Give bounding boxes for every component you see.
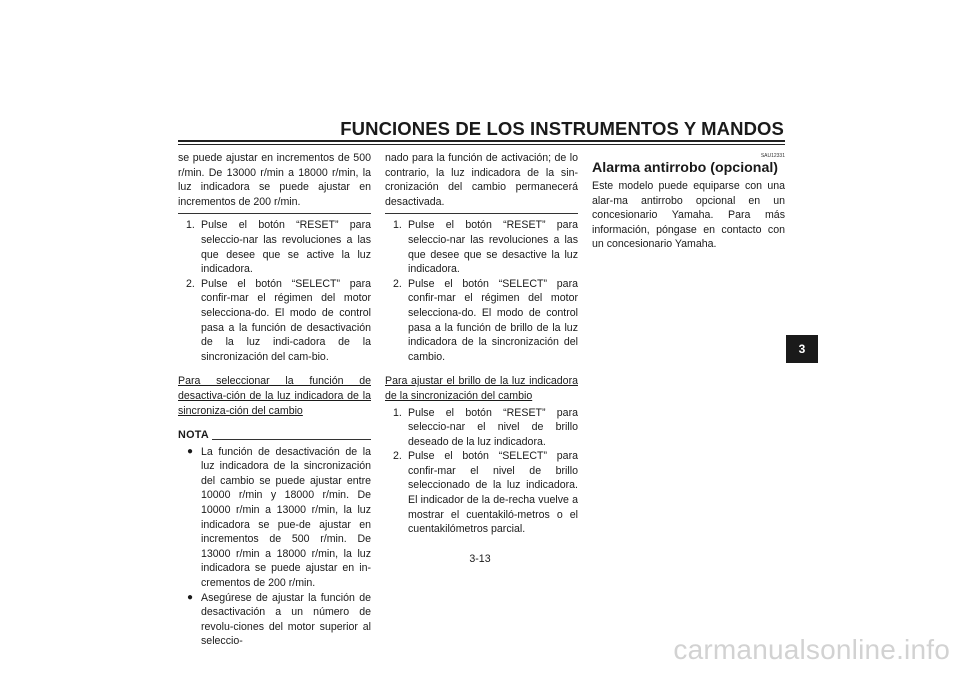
text-column-2 [385, 151, 578, 537]
step-text: Pulse el botón “SELECT” para confir-mar el nivel de brillo seleccionado de la luz indicadora. El indicador de la de-recha vuelve a mostrar el cuentakiló-metros o el cuentakilómetros parcial. [408, 450, 578, 536]
step-text: Pulse el botón “RESET” para seleccio-nar las revoluciones a las que desee que se desactive la luz indicadora. [408, 219, 578, 276]
step-number: 2. [393, 277, 402, 290]
step-text: Pulse el botón “RESET” para seleccio-nar las revoluciones a las que desee que se active la luz indicadora. [201, 219, 371, 276]
subheading: Para ajustar el brillo de la luz indicadora de la sincronización del cambio [385, 375, 578, 402]
chapter-tab: 3 [786, 335, 818, 363]
list-item [178, 218, 371, 276]
paragraph-body: Este modelo puede equiparse con una alar-ma antirrobo opcional en un concesionario Yamaha. Para más información, póngase en contacto con un concesionario Yamaha. [592, 180, 785, 251]
section-rule [178, 213, 371, 214]
section-code: SAU12331 [760, 153, 785, 159]
text-column-1 [178, 151, 371, 649]
note-rule [212, 439, 371, 440]
step-text: Pulse el botón “SELECT” para confir-mar el régimen del motor selecciona-do. El modo de control pasa a la función de brillo de la luz indicadora de la sincronización del cambio. [408, 277, 578, 363]
page-title: FUNCIONES DE LOS INSTRUMENTOS Y MANDOS [340, 118, 784, 139]
step-text: Pulse el botón “RESET” para seleccio-nar el nivel de brillo deseado de la luz indicadora. [408, 406, 578, 448]
note-label: NOTA [178, 429, 209, 442]
step-number: 2. [393, 450, 402, 463]
steps-list [385, 218, 578, 364]
step-number: 1. [393, 219, 402, 232]
subheading: Para seleccionar la función de desactiva-ción de la luz indicadora de la sincroniza-ción del cambio [178, 375, 371, 417]
list-item [178, 277, 371, 365]
watermark: carmanualsonline.info [673, 634, 950, 665]
steps-list [178, 218, 371, 364]
bullet-icon: ● [187, 591, 194, 603]
step-number: 2. [186, 277, 195, 290]
note-header [178, 428, 371, 443]
bullet-text: Asegúrese de ajustar la función de desactivación a un número de revolu-ciones del motor superior al seleccio- [201, 591, 371, 648]
step-text: Pulse el botón “SELECT” para confir-mar el régimen del motor selecciona-do. El modo de control pasa a la función de desactivación de la luz indi-cadora de la sincronización del cam-bio. [201, 277, 371, 363]
paragraph-intro: nado para la función de activación; de lo contrario, la luz indicadora de la sin-cronización del cambio permanecerá desactivada. [385, 152, 578, 208]
list-item [385, 218, 578, 276]
list-item [385, 277, 578, 365]
steps-list-brightness [385, 406, 578, 537]
list-item [178, 445, 371, 591]
page-number: 3-13 [469, 553, 491, 565]
step-number: 1. [186, 219, 195, 232]
note-bullets [178, 445, 371, 649]
list-item [178, 591, 371, 649]
text-column-3 [592, 151, 785, 252]
bullet-text: La función de desactivación de la luz indicadora de la sincronización del cambio se puede ajustar entre 10000 r/min y 18000 r/min. De 10000 r/min a 13000 r/min, la luz indicadora se pue-de ajustar en incrementos de 500 r/min. De 13000 r/min a 18000 r/min, la luz indicadora se puede ajustar en in-crementos de 200 r/min. [201, 445, 371, 590]
list-item [385, 449, 578, 537]
section-rule [385, 213, 578, 214]
step-number: 1. [393, 406, 402, 419]
paragraph-intro: se puede ajustar en incrementos de 500 r/min. De 13000 r/min a 18000 r/min, la luz indicadora se puede ajustar en incrementos de 200 r/min. [178, 152, 371, 208]
section-heading: Alarma antirrobo (opcional) [592, 160, 779, 176]
list-item [385, 406, 578, 450]
header-rule [178, 140, 785, 142]
header-rule-thin [178, 144, 785, 145]
bullet-icon: ● [187, 445, 194, 457]
